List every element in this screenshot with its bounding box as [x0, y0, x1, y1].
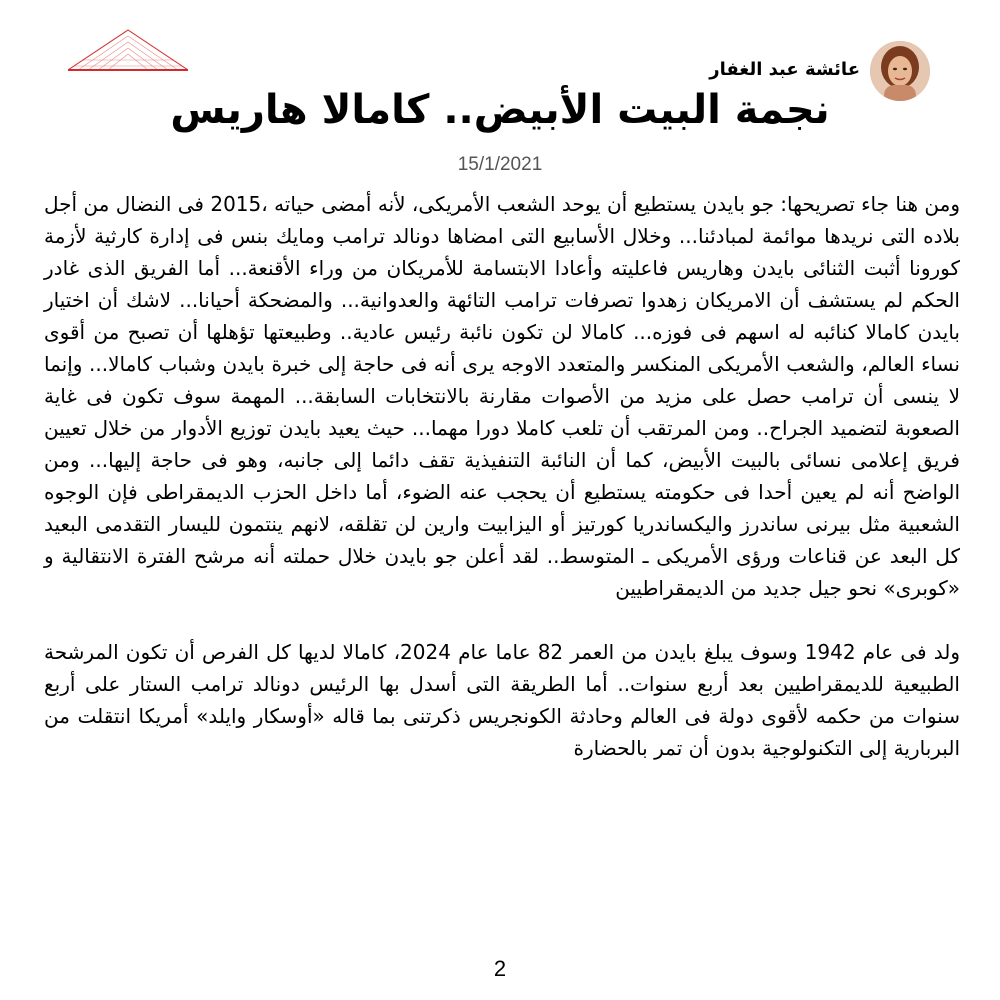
- alahram-logo: [68, 26, 188, 74]
- article-body: [44, 188, 960, 796]
- logo-graphic: [68, 26, 188, 74]
- publish-date: 15/1/2021: [457, 154, 543, 175]
- author-name: عائشة عبد الغفار: [709, 58, 860, 80]
- page-number: 2: [493, 956, 507, 981]
- article-paragraph: ولد فى عام 1942 وسوف يبلغ بايدن من العمر 82 عاما عام 2024، كامالا لديها كل الفرص أن تكون المرشحة الطبيعية للديمقراطيين بعد أربع سنوات.. أما الطريقة التى أسدل بها الرئيس دونالد ترامب الستار على أربع سنوات من حكمه لأقوى دولة فى العالم وحادثة الكونجريس ذكرتنى بما قاله «أوسكار وايلد» أمريكا انتقلت من البربارية إلى التكنولوجية بدون أن تمر بالحضارة: [44, 640, 960, 760]
- article-title: نجمة البيت الأبيض.. كامالا هاريس: [170, 87, 830, 133]
- article-paragraph: ومن هنا جاء تصريحها: جو بايدن يستطيع أن يوحد الشعب الأمريكى، لأنه أمضى حياته ،2015 فى النضال من أجل بلاده التى نريدها موائمة لمبادئنا... وخلال الأسابيع التى امضاها دونالد ترامب ومايك بنس فى إدارة كارثية لأزمة كورونا أثبت الثنائى بايدن وهاريس فاعليته وأعادا الابتسامة للأمريكان من وراء الأقنعة... أما الفريق الذى غادر الحكم لم يستشف أن الامريكان زهدوا تصرفات ترامب التائهة والعدوانية... والمضحكة أحيانا... لاشك أن اختيار بايدن كامالا كنائبه له اسهم فى فوزه... كامالا لن تكون نائبة رئيس عادية.. وطبيعتها تؤهلها أن تصبح من أقوى نساء العالم، والشعب الأمريكى المنكسر والمتعدد الاوجه يرى أنه فى حاجة إلى خبرة بايدن وشباب كامالا... وإنما لا ينسى أن ترامب حصل على مزيد من الأصوات مقارنة بالانتخابات السابقة... المهمة سوف تكون فى غاية الصعوبة لتضميد الجراح.. ومن المرتقب أن تلعب كاملا دورا مهما... حيث يعيد بايدن توزيع الأدوار من خلال تعيين فريق إعلامى نسائى بالبيت الأبيض، كما أن النائبة التنفيذية تقف دائما إلى جانبه، وهو فى حاجة إليها... ومن الواضح أنه لم يعين أحدا فى حكومته يستطيع أن يحجب عنه الضوء، أما داخل الحزب الديمقراطى فإن الوجوه الشعبية مثل بيرنى ساندرز واليكساندريا كورتيز أو اليزابيت وارين لن تقلقه، لانهم ينتمون لليسار التقدمى البعيد كل البعد عن قناعات ورؤى الأمريكى ـ المتوسط.. لقد أعلن جو بايدن خلال حملته أنه مرشح الفترة الانتقالية و «كوبرى» نحو جيل جديد من الديمقراطيين: [44, 192, 960, 600]
